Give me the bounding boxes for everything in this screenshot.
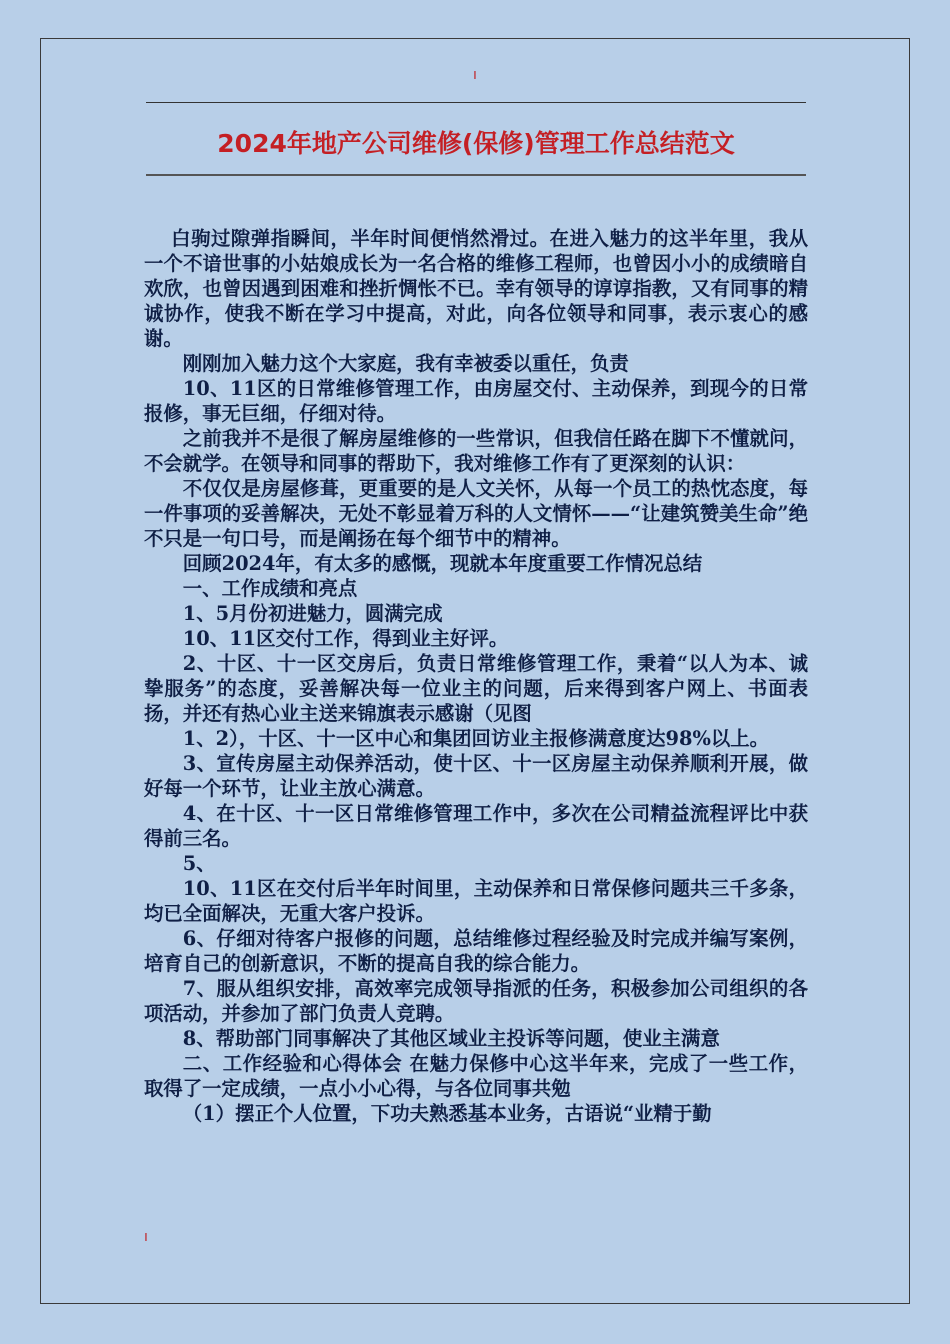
body-paragraph: 2、十区、十一区交房后，负责日常维修管理工作，秉着“以人为本、诚挚服务”的态度，妥善解决每一位业主的问题，后来得到客户网上、书面表扬，并还有热心业主送来锦旗表示感谢（见图 [144, 652, 808, 725]
body-paragraph: 10、11区在交付后半年时间里，主动保养和日常保修问题共三千多条，均已全面解决，无重大客户投诉。 [144, 877, 808, 925]
body-paragraph: 10、11区的日常维修管理工作，由房屋交付、主动保养，到现今的日常报修，事无巨细，仔细对待。 [144, 377, 808, 425]
header-cursor-mark: ı [473, 67, 477, 83]
body-paragraph: 7、服从组织安排，高效率完成领导指派的任务，积极参加公司组织的各项活动，并参加了部门负责人竞聘。 [144, 977, 808, 1025]
document-title: 2024年地产公司维修(保修)管理工作总结范文 [217, 129, 735, 158]
document-body [144, 226, 808, 1126]
body-paragraph: 5、 [182, 852, 216, 875]
body-paragraph: （1）摆正个人位置，下功夫熟悉基本业务，古语说“业精于勤 [182, 1102, 712, 1125]
body-paragraph: 1、5月份初进魅力，圆满完成 [182, 602, 443, 625]
body-paragraph: 10、11区交付工作，得到业主好评。 [182, 627, 509, 650]
body-paragraph: 之前我并不是很了解房屋维修的一些常识，但我信任路在脚下不懂就问，不会就学。在领导和同事的帮助下，我对维修工作有了更深刻的认识： [144, 427, 808, 475]
body-paragraph: 3、宣传房屋主动保养活动，使十区、十一区房屋主动保养顺利开展，做好每一个环节，让业主放心满意。 [144, 752, 808, 800]
body-paragraph: 6、仔细对待客户报修的问题，总结维修过程经验及时完成并编写案例，培育自己的创新意识，不断的提高自我的综合能力。 [144, 927, 808, 975]
body-paragraph: 刚刚加入魅力这个大家庭，我有幸被委以重任，负责 [182, 352, 629, 375]
body-paragraph: 8、帮助部门同事解决了其他区域业主投诉等问题，使业主满意 [182, 1027, 720, 1050]
body-paragraph: 不仅仅是房屋修葺，更重要的是人文关怀，从每一个员工的热忱态度，每一件事项的妥善解决，无处不彰显着万科的人文情怀——“让建筑赞美生命”绝不只是一句口号，而是阐扬在每个细节中的精神。 [144, 477, 808, 550]
footer-cursor-mark: ı [144, 1229, 148, 1245]
title-underline [146, 174, 806, 176]
body-paragraph: 1、2），十区、十一区中心和集团回访业主报修满意度达98%以上。 [182, 727, 770, 750]
body-paragraph: 白驹过隙弹指瞬间，半年时间便悄然滑过。在进入魅力的这半年里，我从一个不谙世事的小姑娘成长为一名合格的维修工程师，也曾因小小的成绩暗自欢欣，也曾因遇到困难和挫折惆怅不已。幸有领导的谆谆指教，又有同事的精诚协作，使我不断在学习中提高，对此，向各位领导和同事，表示衷心的感谢。 [144, 227, 808, 350]
body-paragraph: 一、工作成绩和亮点 [182, 577, 358, 600]
body-paragraph: 回顾2024年，有太多的感慨，现就本年度重要工作情况总结 [182, 552, 703, 575]
body-paragraph: 二、工作经验和心得体会 在魅力保修中心这半年来，完成了一些工作，取得了一定成绩，一点小小心得，与各位同事共勉 [144, 1052, 808, 1100]
header-rule [146, 102, 806, 103]
body-paragraph: 4、在十区、十一区日常维修管理工作中，多次在公司精益流程评比中获得前三名。 [144, 802, 808, 850]
